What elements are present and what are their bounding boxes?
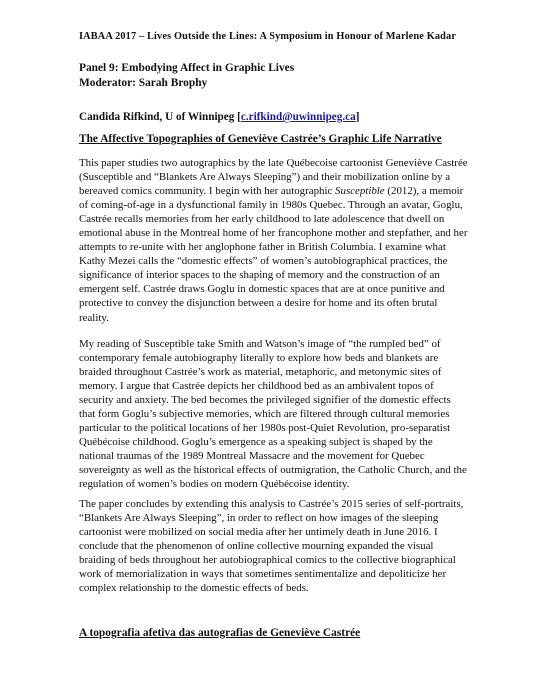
text-line: “Blankets Are Always Sleeping”, in order to reflect on how images of the sleeping [79, 512, 439, 525]
text-line: work of memorialization in ways that sometimes sentimentalize and depoliticize her [79, 568, 447, 581]
speaker-line [79, 111, 359, 123]
speaker-name: Candida Rifkind, U of Winnipeg [ [79, 111, 241, 123]
text-line: Québécoise childhood. Goglu’s emergence as a speaking subject is shaped by the [79, 436, 433, 449]
panel-moderator: Moderator: Sarah Brophy [79, 77, 208, 89]
speaker-email-link[interactable]: c.rifkind@uwinnipeg.ca [240, 111, 356, 123]
abstract-paragraph-3 [79, 497, 467, 595]
speaker-bracket: ] [355, 111, 360, 123]
book-title-italic: Susceptible [335, 185, 385, 198]
text-line: contemporary female autobiography literally to explore how beds and blankets are [79, 352, 439, 365]
abstract-paragraph-1 [79, 156, 467, 325]
text-line: complex relationship to the domestic effects of beds. [79, 582, 309, 595]
section-heading: A topografia afetiva das autografias de Geneviève Castrée [79, 627, 361, 639]
panel-title: Panel 9: Embodying Affect in Graphic Lives [79, 62, 295, 74]
text-line: cartoonist were mobilized on social media after her untimely death in June 2016. I [79, 526, 438, 539]
text-line: emergent self. Castrée draws Goglu in domestic spaces that are at once punitive and [79, 283, 445, 296]
text-fragment: (2012), a memoir [384, 185, 464, 198]
text-line: emotional abuse in the Montreal home of her francophone mother and stepfather, and her [79, 227, 468, 240]
text-line: regulation of women’s bodies on modern Québécoise identity. [79, 478, 350, 491]
text-line: significance of interior spaces to the shaping of memory and the construction of an [79, 269, 440, 282]
text-line: memory. I argue that Castrée depicts her childhood bed as an ambivalent topos of [79, 380, 434, 393]
panel-info [79, 61, 294, 91]
text-line: The paper concludes by extending this analysis to Castrée’s 2015 series of self-portraits, [79, 498, 464, 510]
text-line: particular to the political locations of her 1980s post-Quiet Revolution, pro-separatist [79, 422, 451, 435]
text-line: reality. [79, 311, 109, 324]
text-line: braided throughout Castrée’s work as material, metaphoric, and metonymic sites of [79, 366, 442, 379]
text-fragment: bereaved comics community. I begin with her autographic [79, 185, 336, 198]
text-line: of coming-of-age in a dysfunctional family in 1980s Quebec. Through an avatar, Goglu, [79, 199, 463, 212]
text-line: (Susceptible and “Blankets Are Always Sleeping”) and their mobilization online by a [79, 171, 451, 184]
running-head: IABAA 2017 – Lives Outside the Lines: A Symposium in Honour of Marlene Kadar [79, 31, 457, 42]
text-line: This paper studies two autographics by the late Québecoise cartoonist Geneviève Castrée [79, 157, 468, 169]
text-line: protective to convey the disjunction between a desire for home and its often brutal [79, 297, 438, 310]
text-line: attempts to re-unite with her anglophone father in British Columbia. I examine what [79, 241, 446, 254]
text-line: Kathy Mezei calls the “domestic effects” of women’s autobiographical practices, the [79, 255, 448, 268]
text-line: Castrée recalls memories from her early childhood to late adolescence that dwell on [79, 213, 445, 226]
text-line: My reading of Susceptible take Smith and Watson’s image of “the rumpled bed” of [79, 338, 441, 350]
text-line: conclude that the phenomenon of online collective mourning expanded the visual [79, 540, 434, 553]
text-line [79, 184, 467, 198]
text-line: braiding of beds throughout her autobiographical comics to the collective biographical [79, 554, 456, 567]
paper-title: The Affective Topographies of Geneviève Castrée’s Graphic Life Narrative [79, 133, 442, 145]
text-line: sovereignty as well as the historical effects of outmigration, the Catholic Church, and the [79, 464, 467, 477]
abstract-paragraph-2 [79, 337, 467, 492]
text-line: security and anxiety. The bed becomes the privileged signifier of the domestic effects [79, 394, 451, 407]
text-line: national traumas of the 1989 Montreal Massacre and the movement for Quebec [79, 450, 425, 463]
text-line: that form Goglu’s subjective memories, which are filtered through cultural memories [79, 408, 450, 421]
